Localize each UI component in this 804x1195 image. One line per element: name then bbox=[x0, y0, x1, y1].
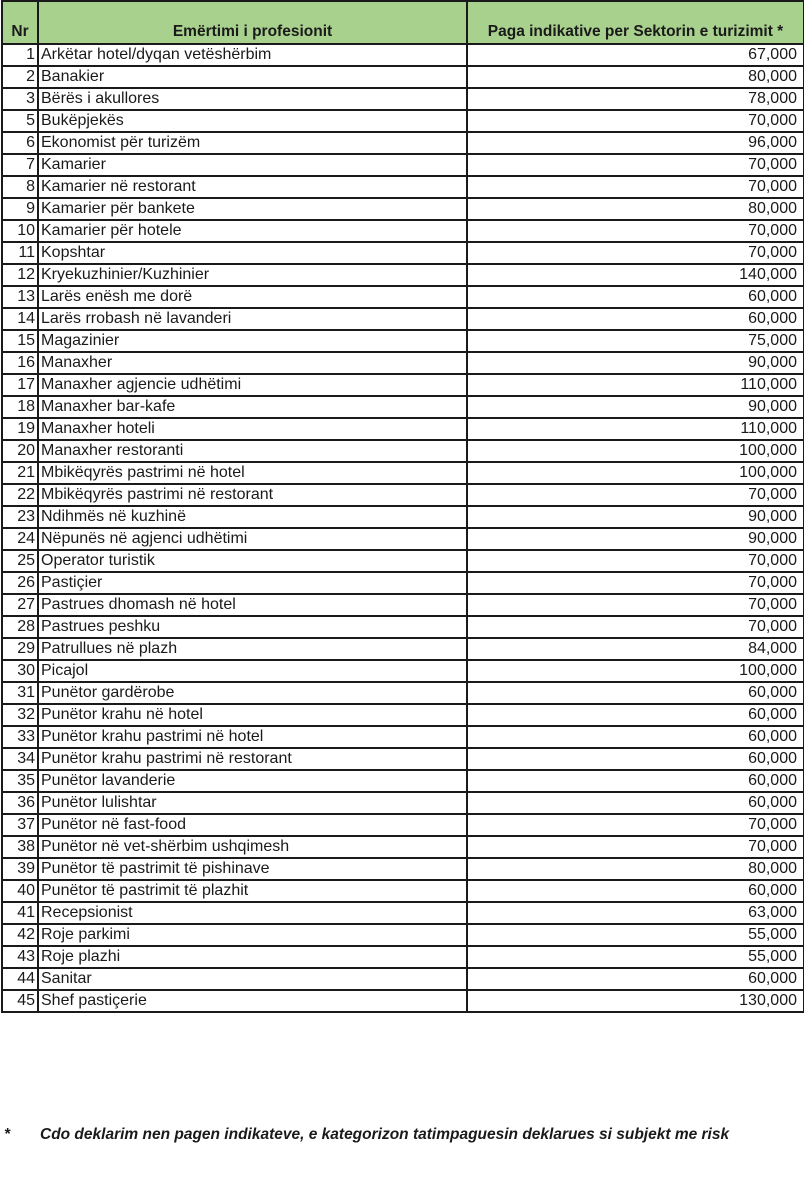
table-row bbox=[2, 132, 804, 154]
wage-table bbox=[1, 0, 804, 1013]
table-row bbox=[2, 66, 804, 88]
table-row bbox=[2, 770, 804, 792]
row-nr: 39 bbox=[2, 858, 38, 880]
row-profession-name: Larës rrobash në lavanderi bbox=[38, 308, 467, 330]
row-profession-name: Punëtor krahu pastrimi në hotel bbox=[38, 726, 467, 748]
table-row bbox=[2, 110, 804, 132]
row-nr: 8 bbox=[2, 176, 38, 198]
row-profession-name: Manaxher restoranti bbox=[38, 440, 467, 462]
row-profession-name: Pastrues dhomash në hotel bbox=[38, 594, 467, 616]
row-indicative-wage: 60,000 bbox=[467, 726, 804, 748]
row-nr: 6 bbox=[2, 132, 38, 154]
table-row bbox=[2, 814, 804, 836]
row-nr: 10 bbox=[2, 220, 38, 242]
row-indicative-wage: 60,000 bbox=[467, 748, 804, 770]
table-row bbox=[2, 616, 804, 638]
row-profession-name: Larës enësh me dorë bbox=[38, 286, 467, 308]
row-indicative-wage: 70,000 bbox=[467, 550, 804, 572]
row-indicative-wage: 70,000 bbox=[467, 836, 804, 858]
table-row bbox=[2, 660, 804, 682]
row-indicative-wage: 100,000 bbox=[467, 462, 804, 484]
row-indicative-wage: 60,000 bbox=[467, 880, 804, 902]
row-indicative-wage: 130,000 bbox=[467, 990, 804, 1012]
table-row bbox=[2, 374, 804, 396]
row-profession-name: Magazinier bbox=[38, 330, 467, 352]
footnote-text: Cdo deklarim nen pagen indikateve, e kategorizon tatimpaguesin deklarues si subjekt me risk bbox=[40, 1126, 730, 1143]
row-profession-name: Bërës i akullores bbox=[38, 88, 467, 110]
row-profession-name: Punëtor në vet-shërbim ushqimesh bbox=[38, 836, 467, 858]
row-nr: 1 bbox=[2, 44, 38, 66]
row-profession-name: Punëtor lulishtar bbox=[38, 792, 467, 814]
row-profession-name: Kopshtar bbox=[38, 242, 467, 264]
row-nr: 11 bbox=[2, 242, 38, 264]
row-nr: 42 bbox=[2, 924, 38, 946]
row-indicative-wage: 78,000 bbox=[467, 88, 804, 110]
row-nr: 26 bbox=[2, 572, 38, 594]
row-profession-name: Patrullues në plazh bbox=[38, 638, 467, 660]
row-nr: 32 bbox=[2, 704, 38, 726]
footnote-marker: * bbox=[4, 1126, 11, 1143]
table-row bbox=[2, 176, 804, 198]
table-row bbox=[2, 484, 804, 506]
row-nr: 37 bbox=[2, 814, 38, 836]
table-row bbox=[2, 528, 804, 550]
row-nr: 7 bbox=[2, 154, 38, 176]
table-row bbox=[2, 286, 804, 308]
table-row bbox=[2, 902, 804, 924]
row-indicative-wage: 70,000 bbox=[467, 814, 804, 836]
row-nr: 33 bbox=[2, 726, 38, 748]
header-indicative-wage: Paga indikative per Sektorin e turizimit * bbox=[467, 1, 804, 44]
table-row bbox=[2, 682, 804, 704]
table-row bbox=[2, 418, 804, 440]
table-row bbox=[2, 946, 804, 968]
row-indicative-wage: 100,000 bbox=[467, 440, 804, 462]
header-profession-name: Emërtimi i profesionit bbox=[38, 1, 467, 44]
table-row bbox=[2, 594, 804, 616]
table-row bbox=[2, 242, 804, 264]
row-profession-name: Punëtor krahu pastrimi në restorant bbox=[38, 748, 467, 770]
row-indicative-wage: 84,000 bbox=[467, 638, 804, 660]
table-row bbox=[2, 638, 804, 660]
row-nr: 23 bbox=[2, 506, 38, 528]
row-profession-name: Bukëpjekës bbox=[38, 110, 467, 132]
table-row bbox=[2, 968, 804, 990]
row-profession-name: Roje plazhi bbox=[38, 946, 467, 968]
row-nr: 31 bbox=[2, 682, 38, 704]
row-profession-name: Nëpunës në agjenci udhëtimi bbox=[38, 528, 467, 550]
row-profession-name: Shef pastiçerie bbox=[38, 990, 467, 1012]
row-nr: 28 bbox=[2, 616, 38, 638]
row-profession-name: Ndihmës në kuzhinë bbox=[38, 506, 467, 528]
row-nr: 45 bbox=[2, 990, 38, 1012]
row-profession-name: Ekonomist për turizëm bbox=[38, 132, 467, 154]
row-indicative-wage: 70,000 bbox=[467, 154, 804, 176]
row-indicative-wage: 70,000 bbox=[467, 242, 804, 264]
table-row bbox=[2, 572, 804, 594]
row-nr: 14 bbox=[2, 308, 38, 330]
row-profession-name: Banakier bbox=[38, 66, 467, 88]
row-nr: 35 bbox=[2, 770, 38, 792]
table-row bbox=[2, 352, 804, 374]
row-nr: 12 bbox=[2, 264, 38, 286]
row-profession-name: Punëtor gardërobe bbox=[38, 682, 467, 704]
row-indicative-wage: 70,000 bbox=[467, 484, 804, 506]
row-nr: 16 bbox=[2, 352, 38, 374]
row-profession-name: Kamarier bbox=[38, 154, 467, 176]
row-nr: 24 bbox=[2, 528, 38, 550]
row-profession-name: Picajol bbox=[38, 660, 467, 682]
row-indicative-wage: 96,000 bbox=[467, 132, 804, 154]
row-profession-name: Pastrues peshku bbox=[38, 616, 467, 638]
table-row bbox=[2, 880, 804, 902]
row-nr: 40 bbox=[2, 880, 38, 902]
table-row bbox=[2, 990, 804, 1012]
row-profession-name: Kamarier në restorant bbox=[38, 176, 467, 198]
row-profession-name: Punëtor të pastrimit të plazhit bbox=[38, 880, 467, 902]
table-row bbox=[2, 924, 804, 946]
row-indicative-wage: 70,000 bbox=[467, 220, 804, 242]
table-row bbox=[2, 264, 804, 286]
table-row bbox=[2, 154, 804, 176]
row-profession-name: Recepsionist bbox=[38, 902, 467, 924]
row-profession-name: Kryekuzhinier/Kuzhinier bbox=[38, 264, 467, 286]
row-indicative-wage: 90,000 bbox=[467, 506, 804, 528]
table-row bbox=[2, 748, 804, 770]
row-indicative-wage: 70,000 bbox=[467, 594, 804, 616]
row-profession-name: Manaxher agjencie udhëtimi bbox=[38, 374, 467, 396]
row-profession-name: Mbikëqyrës pastrimi në hotel bbox=[38, 462, 467, 484]
row-profession-name: Operator turistik bbox=[38, 550, 467, 572]
row-nr: 5 bbox=[2, 110, 38, 132]
row-indicative-wage: 63,000 bbox=[467, 902, 804, 924]
row-profession-name: Arkëtar hotel/dyqan vetëshërbim bbox=[38, 44, 467, 66]
row-profession-name: Punëtor të pastrimit të pishinave bbox=[38, 858, 467, 880]
row-nr: 2 bbox=[2, 66, 38, 88]
row-nr: 9 bbox=[2, 198, 38, 220]
table-row bbox=[2, 44, 804, 66]
table-row bbox=[2, 88, 804, 110]
row-indicative-wage: 100,000 bbox=[467, 660, 804, 682]
row-indicative-wage: 60,000 bbox=[467, 308, 804, 330]
row-indicative-wage: 70,000 bbox=[467, 616, 804, 638]
row-nr: 20 bbox=[2, 440, 38, 462]
row-nr: 27 bbox=[2, 594, 38, 616]
row-indicative-wage: 60,000 bbox=[467, 682, 804, 704]
table-row bbox=[2, 858, 804, 880]
row-indicative-wage: 110,000 bbox=[467, 418, 804, 440]
header-nr: Nr bbox=[2, 1, 38, 44]
table-body bbox=[2, 44, 804, 1012]
row-indicative-wage: 70,000 bbox=[467, 176, 804, 198]
row-profession-name: Pastiçier bbox=[38, 572, 467, 594]
row-indicative-wage: 90,000 bbox=[467, 396, 804, 418]
row-profession-name: Punëtor lavanderie bbox=[38, 770, 467, 792]
row-nr: 29 bbox=[2, 638, 38, 660]
row-profession-name: Punëtor në fast-food bbox=[38, 814, 467, 836]
row-profession-name: Manaxher hoteli bbox=[38, 418, 467, 440]
row-indicative-wage: 70,000 bbox=[467, 110, 804, 132]
header-row bbox=[2, 1, 804, 44]
row-indicative-wage: 55,000 bbox=[467, 946, 804, 968]
row-profession-name: Roje parkimi bbox=[38, 924, 467, 946]
row-profession-name: Manaxher bar-kafe bbox=[38, 396, 467, 418]
row-nr: 21 bbox=[2, 462, 38, 484]
row-indicative-wage: 70,000 bbox=[467, 572, 804, 594]
table-row bbox=[2, 550, 804, 572]
table-row bbox=[2, 330, 804, 352]
table-row bbox=[2, 836, 804, 858]
table-row bbox=[2, 506, 804, 528]
row-indicative-wage: 67,000 bbox=[467, 44, 804, 66]
row-nr: 15 bbox=[2, 330, 38, 352]
row-indicative-wage: 60,000 bbox=[467, 968, 804, 990]
row-nr: 36 bbox=[2, 792, 38, 814]
table-row bbox=[2, 462, 804, 484]
row-nr: 43 bbox=[2, 946, 38, 968]
row-nr: 44 bbox=[2, 968, 38, 990]
table-row bbox=[2, 792, 804, 814]
row-nr: 41 bbox=[2, 902, 38, 924]
table-row bbox=[2, 396, 804, 418]
row-nr: 3 bbox=[2, 88, 38, 110]
row-nr: 19 bbox=[2, 418, 38, 440]
table-row bbox=[2, 726, 804, 748]
row-indicative-wage: 55,000 bbox=[467, 924, 804, 946]
row-indicative-wage: 90,000 bbox=[467, 352, 804, 374]
row-indicative-wage: 75,000 bbox=[467, 330, 804, 352]
row-indicative-wage: 140,000 bbox=[467, 264, 804, 286]
row-nr: 34 bbox=[2, 748, 38, 770]
row-indicative-wage: 80,000 bbox=[467, 858, 804, 880]
row-indicative-wage: 60,000 bbox=[467, 704, 804, 726]
row-nr: 18 bbox=[2, 396, 38, 418]
table-row bbox=[2, 198, 804, 220]
row-profession-name: Punëtor krahu në hotel bbox=[38, 704, 467, 726]
row-nr: 13 bbox=[2, 286, 38, 308]
row-indicative-wage: 60,000 bbox=[467, 792, 804, 814]
row-nr: 17 bbox=[2, 374, 38, 396]
row-indicative-wage: 80,000 bbox=[467, 198, 804, 220]
row-profession-name: Kamarier për bankete bbox=[38, 198, 467, 220]
row-indicative-wage: 60,000 bbox=[467, 286, 804, 308]
row-profession-name: Kamarier për hotele bbox=[38, 220, 467, 242]
table-header bbox=[2, 1, 804, 44]
row-indicative-wage: 60,000 bbox=[467, 770, 804, 792]
row-nr: 30 bbox=[2, 660, 38, 682]
row-nr: 22 bbox=[2, 484, 38, 506]
row-indicative-wage: 110,000 bbox=[467, 374, 804, 396]
table-row bbox=[2, 440, 804, 462]
row-indicative-wage: 90,000 bbox=[467, 528, 804, 550]
table-row bbox=[2, 220, 804, 242]
row-profession-name: Manaxher bbox=[38, 352, 467, 374]
row-nr: 25 bbox=[2, 550, 38, 572]
row-nr: 38 bbox=[2, 836, 38, 858]
table-row bbox=[2, 308, 804, 330]
row-profession-name: Mbikëqyrës pastrimi në restorant bbox=[38, 484, 467, 506]
row-indicative-wage: 80,000 bbox=[467, 66, 804, 88]
row-profession-name: Sanitar bbox=[38, 968, 467, 990]
table-row bbox=[2, 704, 804, 726]
